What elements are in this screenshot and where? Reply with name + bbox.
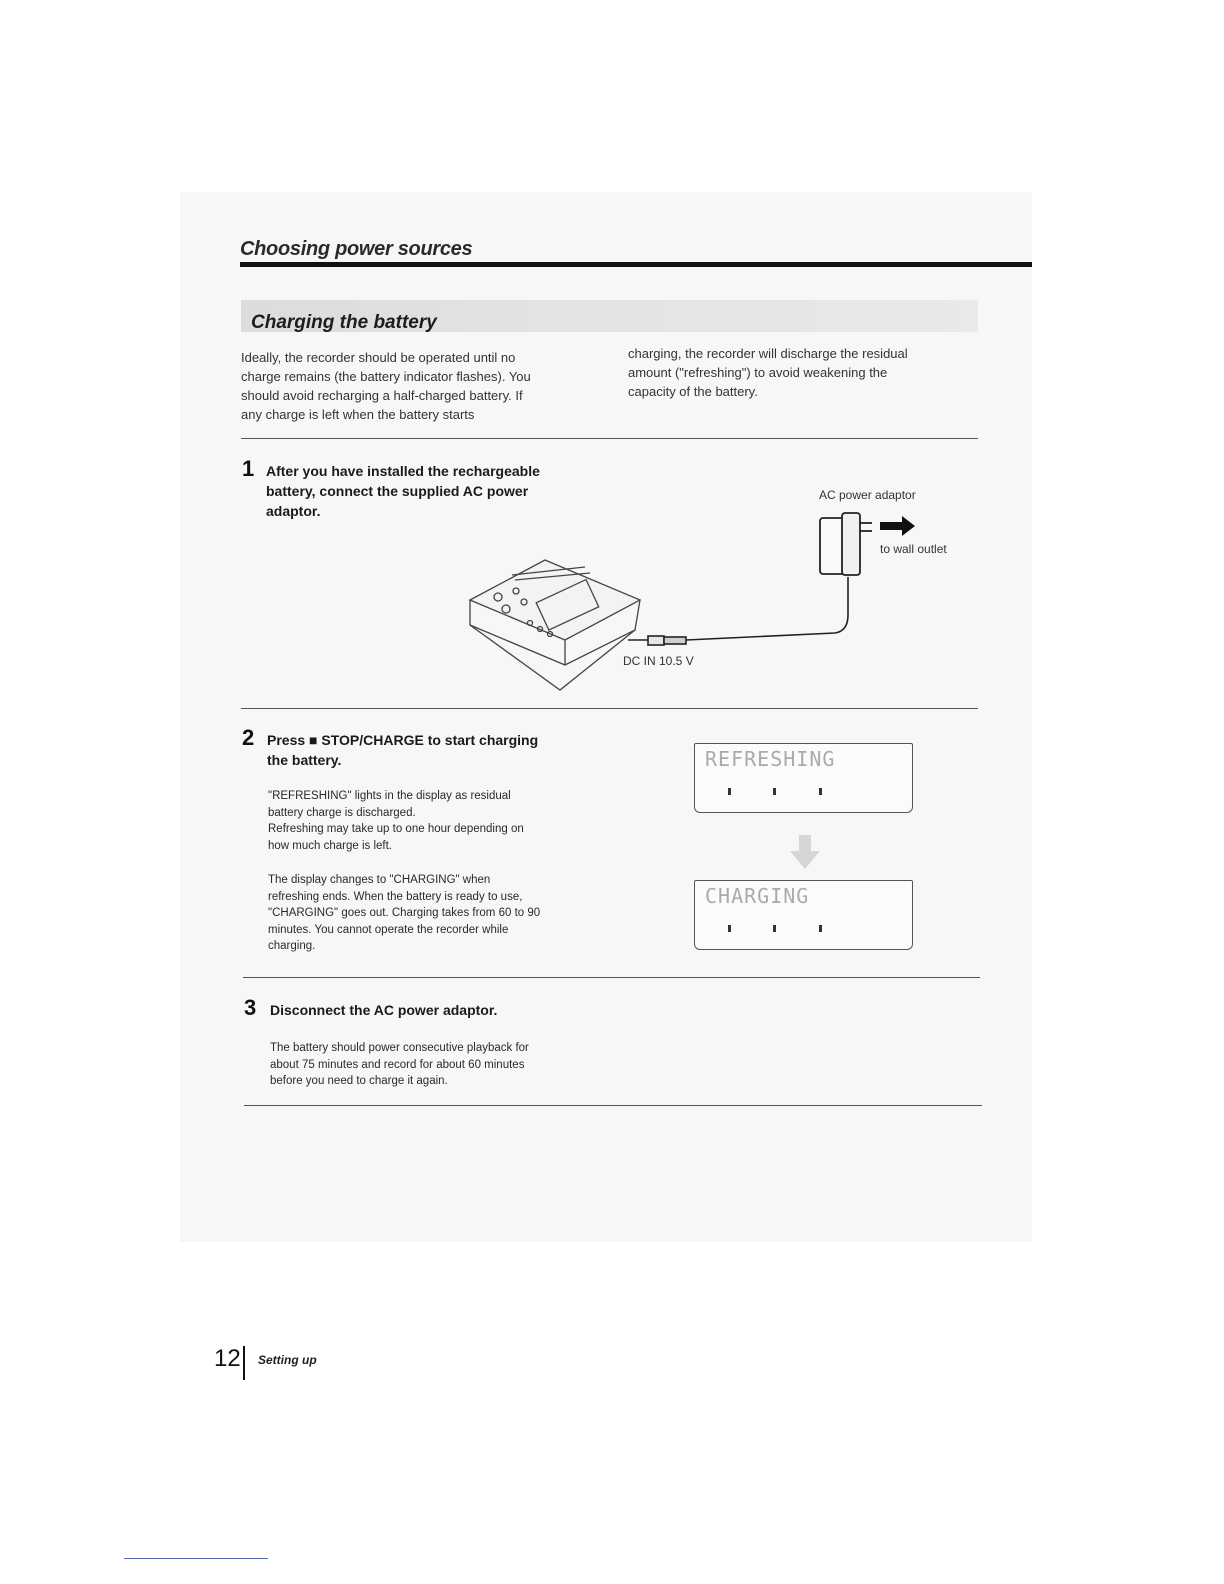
step-title-line: adaptor. — [266, 503, 321, 519]
display-charging — [694, 880, 913, 950]
display-text: CHARGING — [705, 884, 810, 908]
arrow-down-icon — [788, 833, 822, 871]
step-3-number: 3 — [244, 995, 257, 1020]
display-indicator — [773, 788, 776, 795]
step-2-note-refreshing — [268, 788, 524, 854]
wall-outlet-label: to wall outlet — [880, 542, 947, 556]
intro-line: should avoid recharging a half-charged battery. If — [241, 388, 523, 403]
dc-cable — [628, 577, 848, 645]
step-2-note-charging — [268, 872, 540, 955]
step-2-number: 2 — [242, 725, 255, 750]
step-title-line: Press ■ STOP/CHARGE to start charging — [267, 732, 539, 748]
note-line: refreshing ends. When the battery is ready to use, — [268, 890, 523, 903]
display-indicator — [819, 788, 822, 795]
recorder-connection-illustration — [450, 505, 970, 705]
note-line: charging. — [268, 940, 316, 952]
display-indicator — [819, 925, 822, 932]
note-line: before you need to charge it again. — [270, 1075, 448, 1087]
footer-divider — [243, 1346, 245, 1380]
step-title-line: the battery. — [267, 752, 342, 768]
divider — [241, 438, 978, 439]
note-line: battery charge is discharged. — [268, 806, 416, 819]
page-number: 12 — [214, 1345, 241, 1372]
divider — [243, 977, 980, 978]
header-rule — [240, 262, 1032, 267]
step-title-line: battery, connect the supplied AC power — [266, 483, 529, 499]
step-2-title — [267, 730, 538, 770]
step-title-line: After you have installed the rechargeable — [266, 463, 540, 479]
note-line: Refreshing may take up to one hour depending on — [268, 823, 524, 835]
step-1-number: 1 — [242, 456, 255, 481]
dc-in-label: DC IN 10.5 V — [623, 654, 694, 668]
note-line: about 75 minutes and record for about 60 minutes — [270, 1058, 525, 1071]
intro-line: Ideally, the recorder should be operated until no — [241, 350, 516, 365]
display-refreshing — [694, 743, 913, 813]
divider — [241, 708, 978, 709]
bottom-line — [124, 1558, 268, 1559]
divider — [244, 1105, 982, 1106]
note-line: how much charge is left. — [268, 839, 393, 852]
footer-section-label: Setting up — [258, 1353, 317, 1367]
md-recorder-drawing — [470, 560, 640, 690]
intro-line: capacity of the battery. — [628, 384, 758, 399]
step-title-line: Disconnect the AC power adaptor. — [270, 1002, 498, 1018]
subheading-title: Charging the battery — [251, 312, 437, 333]
display-text: REFRESHING — [705, 747, 836, 771]
note-line: "CHARGING" goes out. Charging takes from 60 to 90 — [268, 907, 541, 919]
note-line: The display changes to "CHARGING" when — [268, 874, 491, 886]
display-indicator — [728, 788, 731, 795]
note-line: The battery should power consecutive playback for — [270, 1042, 529, 1054]
intro-line: charging, the recorder will discharge the residual — [628, 346, 908, 361]
arrow-right-icon — [880, 516, 915, 536]
intro-line: amount ("refreshing") to avoid weakening the — [628, 365, 888, 380]
intro-line: any charge is left when the battery starts — [241, 407, 475, 422]
note-line: minutes. You cannot operate the recorder while — [268, 923, 509, 936]
intro-column-right — [628, 344, 908, 401]
display-indicator — [728, 925, 731, 932]
ac-adaptor-drawing — [820, 513, 872, 575]
step-3-title — [270, 1000, 497, 1020]
display-indicator — [773, 925, 776, 932]
intro-line: charge remains (the battery indicator flashes). You — [241, 369, 531, 384]
section-title: Choosing power sources — [240, 238, 473, 260]
intro-column-left — [241, 348, 531, 424]
note-line: "REFRESHING" lights in the display as residual — [268, 790, 511, 802]
ac-adaptor-label: AC power adaptor — [819, 488, 916, 502]
step-3-note — [270, 1040, 529, 1090]
